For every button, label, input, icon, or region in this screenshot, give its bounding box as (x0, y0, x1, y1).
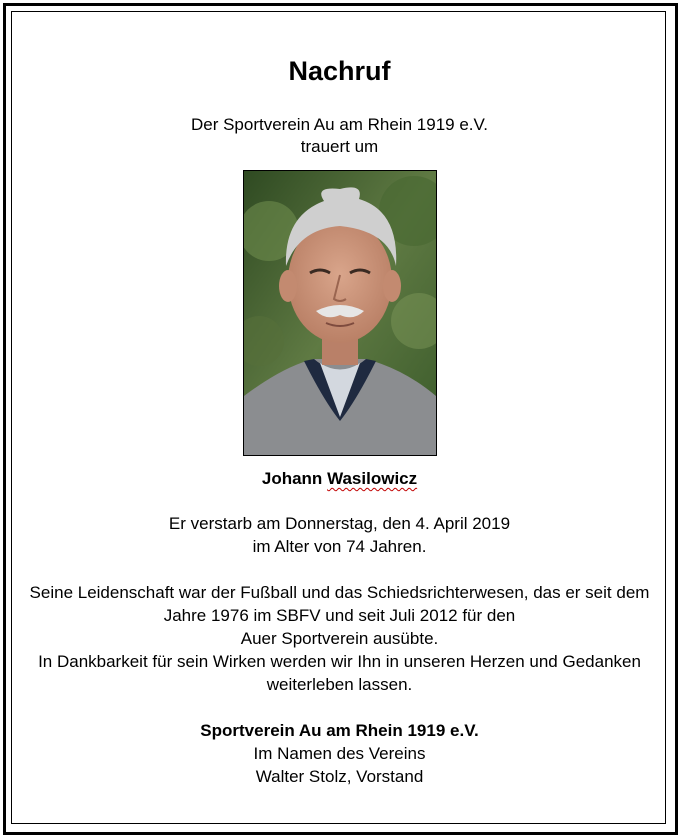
deceased-last-name: Wasilowicz (327, 469, 418, 488)
death-line-1: Er verstarb am Donnerstag, den 4. April 2019 (168, 514, 511, 533)
death-line-2: im Alter von 74 Jahren. (252, 537, 427, 556)
deceased-name (0, 468, 679, 490)
intro-line-2: trauert um (300, 137, 379, 156)
deceased-first-name: Johann (261, 469, 323, 488)
tribute-line-5: weiterleben lassen. (266, 675, 413, 694)
page-title: Nachruf (288, 56, 391, 86)
tribute-line-1: Seine Leidenschaft war der Fußball und das Schiedsrichterwesen, das er seit dem (29, 583, 650, 602)
signature-line-2: Im Namen des Vereins (253, 744, 426, 763)
intro-line-1: Der Sportverein Au am Rhein 1919 e.V. (190, 115, 489, 134)
tribute-line-3: Auer Sportverein ausübte. (240, 629, 439, 648)
signature-line-3: Walter Stolz, Vorstand (255, 767, 424, 786)
signature-org: Sportverein Au am Rhein 1919 e.V. (200, 721, 479, 740)
tribute-line-4: In Dankbarkeit für sein Wirken werden wir Ihn in unseren Herzen und Gedanken (38, 652, 641, 671)
tribute-line-2: Jahre 1976 im SBFV und seit Juli 2012 für den (163, 606, 516, 625)
portrait-photo (243, 170, 437, 456)
